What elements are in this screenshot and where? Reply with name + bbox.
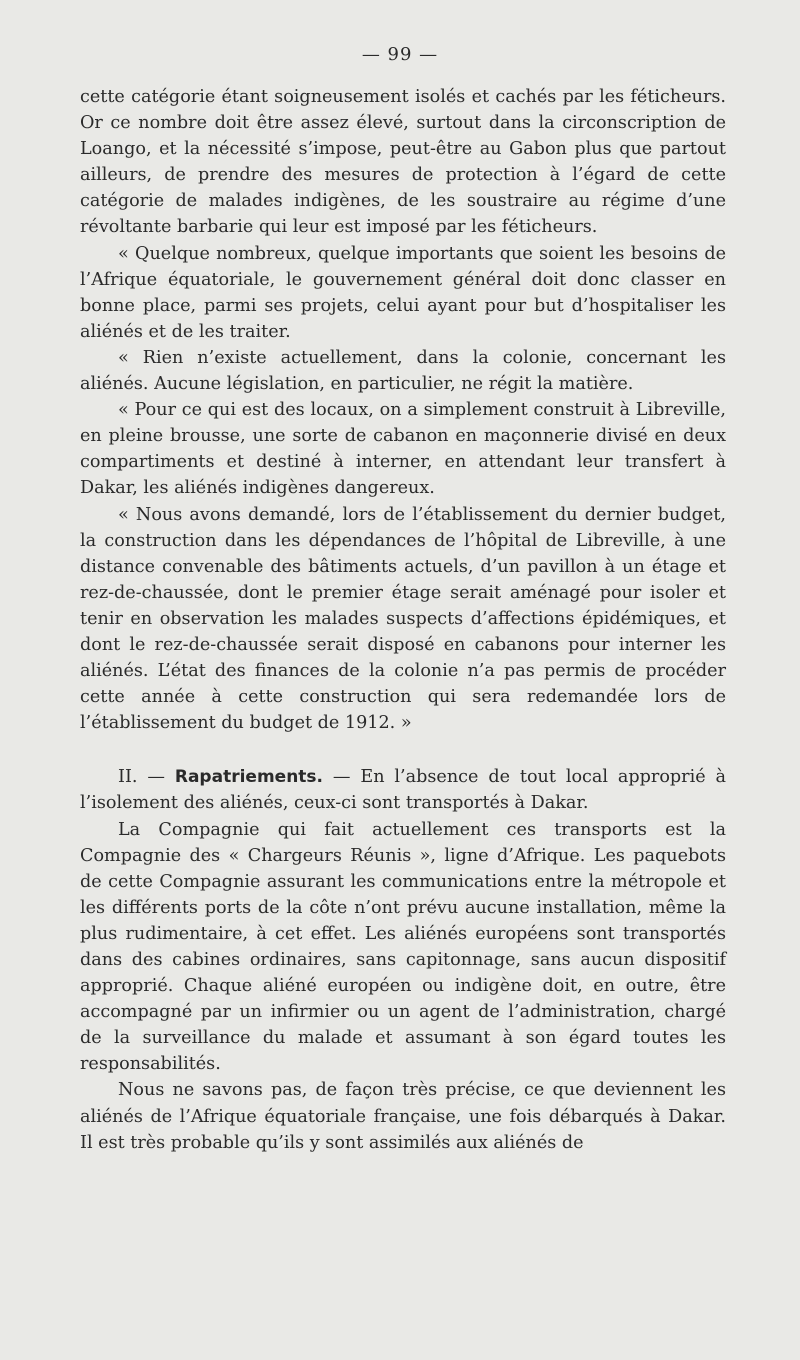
paragraph: Nous ne savons pas, de façon très précise, ce que deviennent les aliénés de l’Afrique équatoriale française, une fois débarqués à Dakar. Il est très probable qu’ils y sont assimilés aux aliénés de [80,1080,726,1153]
section-heading: Rapatriements. [174,767,323,788]
page-number: — 99 — [361,44,439,65]
paragraph: « Nous avons demandé, lors de l’établissement du dernier budget, la construction dans les dépendances de l’hôpital de Libreville, à une distance convenable des bâtiments actuels, d’un pavillon à un étage et rez-de-chaussée, dont le premier étage serait aménagé pour isoler et tenir en observation les malades suspects d’affections épidémiques, et dont le rez-de-chaussée serait disposé en cabanons pour interner les aliénés. L’état des finances de la colonie n’a pas permis de procéder cette année à cette construction qui sera redemandée lors de l’établissement du budget de 1912. » [80,504,726,734]
section-intro: — En l’absence de tout local approprié à l’isolement des aliénés, ceux-ci sont transportés à Dakar. [80,767,727,814]
paragraph: La Compagnie qui fait actuellement ces transports est la Compagnie des « Chargeurs Réunis », ligne d’Afrique. Les paquebots de cette Compagnie assurant les communications entre la métropole et les différents ports de la côte n’ont prévu aucune installation, même la plus rudimentaire, à cet effet. Les aliénés européens sont transportés dans des cabines ordinaires, sans capitonnage, sans aucun dispositif approprié. Chaque aliéné européen ou indigène doit, en outre, être accompagné par un infirmier ou un agent de l’administration, chargé de la surveillance du malade et assumant à son égard toutes les responsabilités. [80,819,726,1075]
section-paragraph [80,764,726,816]
body-text [80,84,726,1156]
section-number: II. — [118,767,165,788]
paragraph: « Quelque nombreux, quelque importants que soient les besoins de l’Afrique équatoriale, le gouvernement général doit donc classer en bonne place, parmi ses projets, celui ayant pour but d’hospitaliser les aliénés et de les traiter. [80,243,726,342]
paragraph: cette catégorie étant soigneusement isolés et cachés par les féticheurs. Or ce nombre doit être assez élevé, surtout dans la circonscription de Loango, et la nécessité s’impose, peut-être au Gabon plus que partout ailleurs, de prendre des mesures de protection à l’égard de cette catégorie de malades indigènes, de les soustraire au régime d’une révoltante barbarie qui leur est imposé par les féticheurs. [80,87,726,238]
paragraph: « Rien n’existe actuellement, dans la colonie, concernant les aliénés. Aucune législation, en particulier, ne régit la matière. [80,347,726,395]
paragraph: « Pour ce qui est des locaux, on a simplement construit à Libreville, en pleine brousse, une sorte de cabanon en maçonnerie divisé en deux compartiments et destiné à interner, en attendant leur transfert à Dakar, les aliénés indigènes dangereux. [80,400,726,499]
